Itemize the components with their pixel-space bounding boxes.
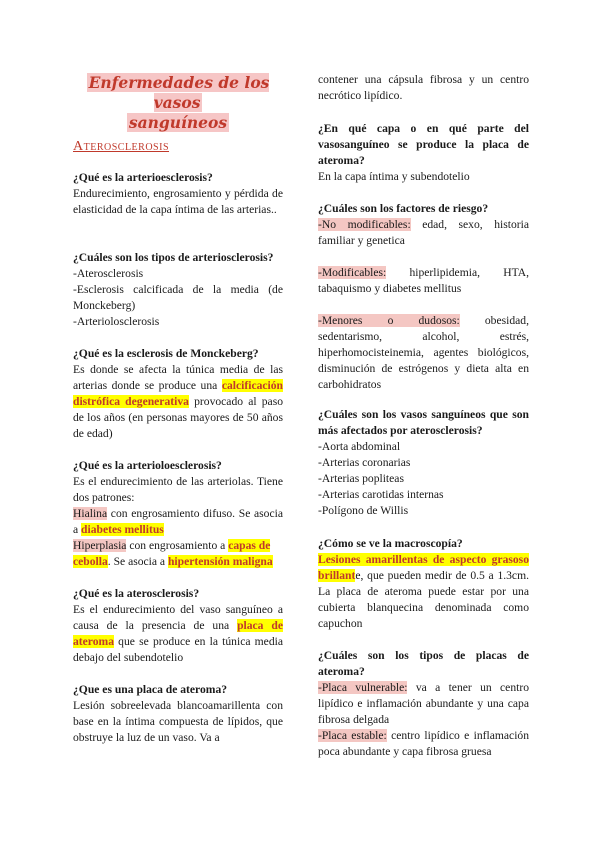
list-item: -Arterias popliteas — [318, 472, 404, 485]
highlight: -Modificables: — [318, 266, 387, 279]
answer-text: edad, sexo, historia familiar y genetica — [318, 218, 529, 247]
highlight: Hiperplasia — [73, 539, 127, 552]
answer-text: provocado al paso de los años (en personas mayores de 50 años de edad) — [73, 395, 284, 440]
qa-capa-placa — [318, 121, 529, 185]
highlight: placa de ateroma — [73, 619, 283, 648]
highlight: capas de cebolla — [73, 539, 271, 568]
answer: Es el endurecimiento de las arteriolas. Tiene dos patrones: — [73, 475, 283, 504]
highlight: -No modificables: — [318, 218, 411, 231]
placa-vulnerable — [318, 680, 529, 728]
highlight: -Placa estable: — [318, 729, 387, 742]
qa-macroscopia — [318, 536, 529, 632]
highlight: -Menores o dudosos: — [318, 314, 460, 327]
title-line-1: Enfermedades de los vasos — [88, 73, 270, 112]
answer-text: con engrosamiento a — [126, 539, 229, 552]
highlight: Hialina — [73, 507, 108, 520]
qa-arterioloesclerosis — [73, 458, 283, 570]
answer-text: . Se asocia a — [107, 555, 168, 568]
question: ¿Qué es la aterosclerosis? — [73, 587, 200, 600]
highlight: calcificación distrófica degenerativa — [73, 379, 283, 408]
answer-text: Es donde se afecta la túnica media de las arterias donde se produce una — [73, 363, 283, 392]
title-line-2: sanguíneos — [128, 113, 228, 132]
qa-tipos-placas — [318, 648, 529, 760]
factor-menores — [318, 313, 529, 393]
question: ¿Cuáles son los vasos sanguíneos que son más afectados por aterosclerosis? — [318, 408, 529, 437]
list-item: -Aorta abdominal — [318, 440, 401, 453]
answer: Endurecimiento, engrosamiento y pérdida de elasticidad de la capa íntima de las arterias.. — [73, 187, 283, 216]
factor-no-modificables — [318, 217, 529, 249]
document-title — [73, 73, 283, 133]
pattern-hialina — [73, 506, 283, 538]
highlight: diabetes mellitus — [81, 523, 164, 536]
highlight: -Placa vulnerable: — [318, 681, 408, 694]
answer: Lesión sobreelevada blancoamarillenta con base en la íntima compuesta de lípidos, que obstruye la luz de un vaso. Va a — [73, 699, 283, 744]
question: ¿Cuáles son los tipos de placas de ateroma? — [318, 649, 529, 678]
list-item: -Arterias coronarias — [318, 456, 411, 469]
list-item: -Aterosclerosis — [73, 267, 144, 280]
answer-text: e, que pueden medir de 0.5 a 1.3cm. La placa de ateroma puede estar por una cubierta blanquecina denominada como capuchon — [318, 569, 529, 630]
pattern-hiperplasia — [73, 538, 283, 570]
answer-text: obesidad, sedentarismo, alcohol, estrés, hiperhomocisteinemia, agentes biológicos, disminución de estrógenos y dieta alta en carbohidratos — [318, 314, 529, 391]
question: ¿Que es una placa de ateroma? — [73, 683, 228, 696]
answer: contener una cápsula fibrosa y un centro necrótico lipídico. — [318, 73, 529, 102]
answer — [73, 602, 283, 666]
question: ¿En qué capa o en qué parte del vasosanguíneo se produce la placa de ateroma? — [318, 122, 529, 167]
question: ¿Qué es la arterioesclerosis? — [73, 171, 213, 184]
question: ¿Qué es la arterioloesclerosis? — [73, 459, 222, 472]
answer-text: que se produce en la túnica media debajo del subendotelio — [73, 635, 283, 664]
section-heading: Aterosclerosis — [73, 139, 170, 154]
qa-aterosclerosis — [73, 586, 283, 666]
question: ¿Cuáles son los tipos de arteriosclerosis? — [73, 251, 274, 264]
factor-modificables — [318, 265, 529, 297]
highlight: Lesiones amarillentas de aspecto grasoso brillant — [318, 553, 529, 582]
continuation-text — [318, 72, 529, 104]
qa-arterioesclerosis — [73, 170, 283, 218]
qa-monckeberg — [73, 346, 283, 442]
highlight: hipertensión maligna — [167, 555, 273, 568]
answer — [73, 362, 283, 442]
answer: En la capa íntima y subendotelio — [318, 170, 470, 183]
question: ¿Cómo se ve la macroscopía? — [318, 537, 463, 550]
placa-estable — [318, 728, 529, 760]
qa-placa-ateroma — [73, 682, 283, 746]
qa-vasos-afectados — [318, 407, 529, 519]
answer — [318, 552, 529, 632]
list-item: -Esclerosis calcificada de la media (de Monckeberg) — [73, 283, 283, 312]
answer-text: Es el endurecimiento del vaso sanguíneo a causa de la presencia de una — [73, 603, 283, 632]
answer-text: con engrosamiento difuso. Se asocia a — [73, 507, 283, 536]
qa-tipos-arteriosclerosis — [73, 250, 283, 330]
question: ¿Cuáles son los factores de riesgo? — [318, 202, 489, 215]
answer-text: centro lipídico e inflamación poca abundante y capa fibrosa gruesa — [318, 729, 530, 758]
answer-text: hiperlipidemia, HTA, tabaquismo y diabetes mellitus — [318, 266, 529, 295]
question: ¿Qué es la esclerosis de Monckeberg? — [73, 347, 259, 360]
qa-factores-riesgo — [318, 201, 529, 393]
answer-text: va a tener un centro lipídico e inflamación abundante y una capa fibrosa delgada — [318, 681, 530, 726]
list-item: -Polígono de Willis — [318, 504, 409, 517]
list-item: -Arteriolosclerosis — [73, 315, 160, 328]
list-item: -Arterias carotidas internas — [318, 488, 444, 501]
